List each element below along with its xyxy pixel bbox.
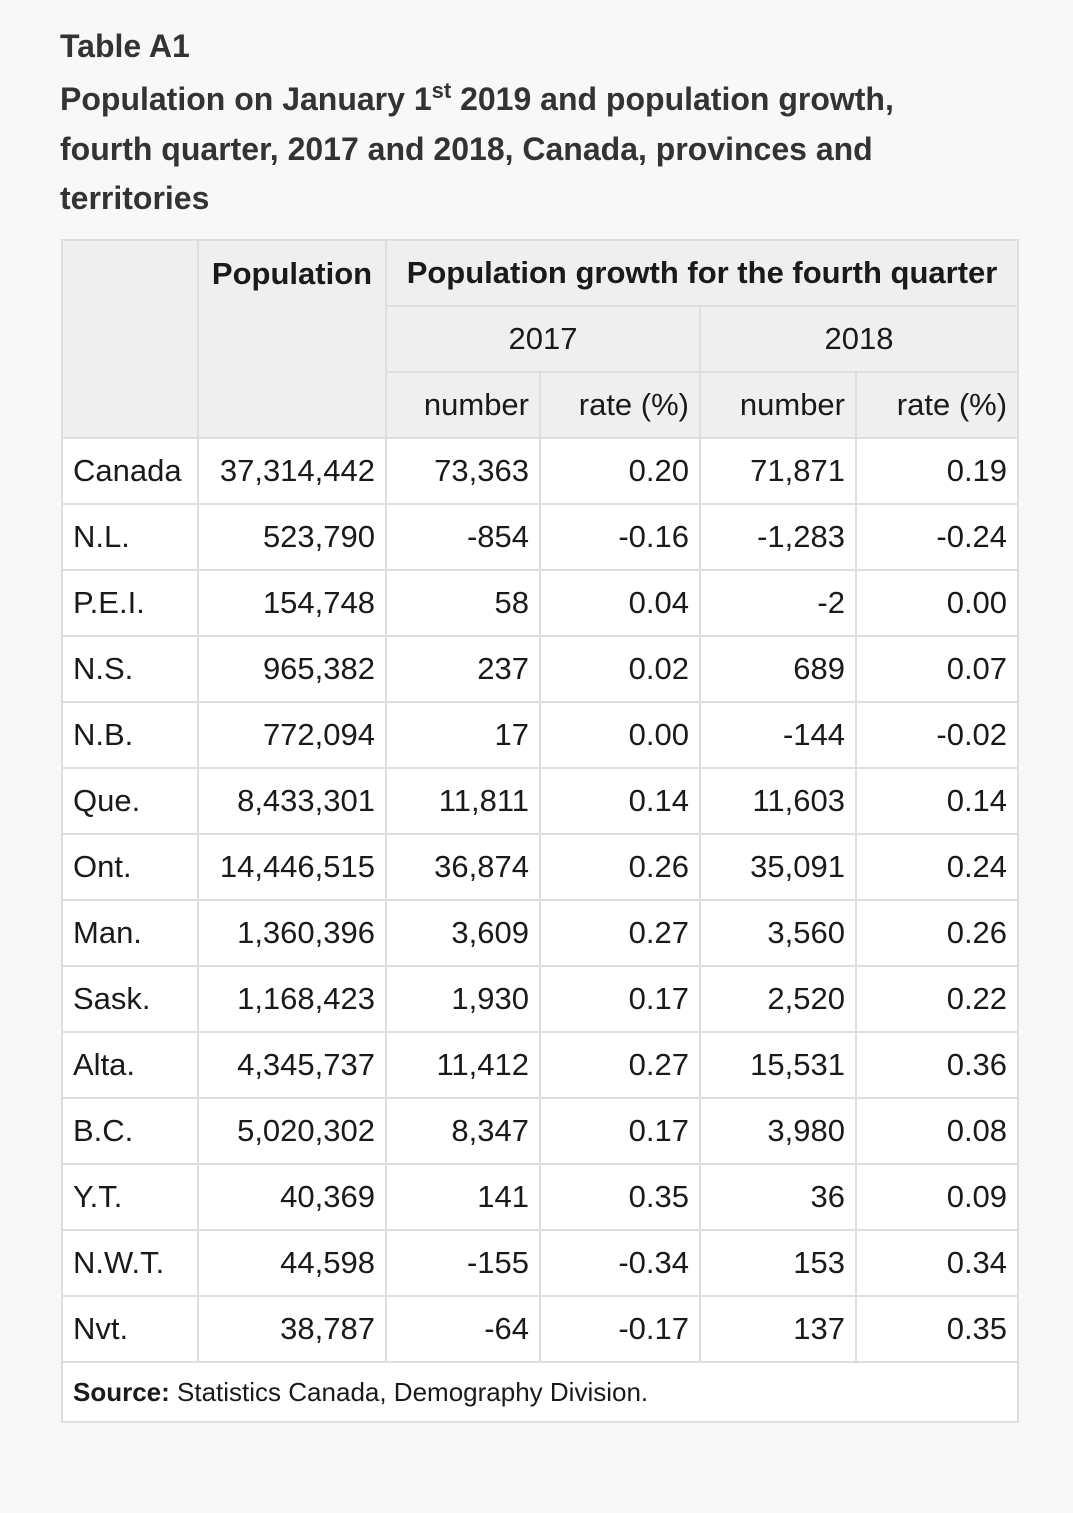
population-cell: 1,168,423 (198, 966, 386, 1032)
footer-row (62, 1362, 1018, 1422)
source-text: Statistics Canada, Demography Division. (169, 1376, 649, 1407)
rate-2017-cell: -0.16 (540, 504, 700, 570)
number-2018-cell: 2,520 (700, 966, 856, 1032)
number-2017-cell: 58 (386, 570, 540, 636)
number-2017-cell: -155 (386, 1230, 540, 1296)
rate-2017-cell: 0.14 (540, 768, 700, 834)
rate-2018-cell: 0.24 (856, 834, 1018, 900)
table-row (62, 570, 1018, 636)
number-2018-cell: 35,091 (700, 834, 856, 900)
header-row-1 (62, 240, 1018, 306)
number-2018-cell: 36 (700, 1164, 856, 1230)
population-cell: 772,094 (198, 702, 386, 768)
number-2018-cell: 689 (700, 636, 856, 702)
region-cell: N.B. (62, 702, 198, 768)
rate-2018-cell: 0.36 (856, 1032, 1018, 1098)
table-row (62, 1098, 1018, 1164)
population-cell: 40,369 (198, 1164, 386, 1230)
header-population: Population (198, 240, 386, 438)
table-row (62, 1164, 1018, 1230)
rate-2017-cell: 0.17 (540, 1098, 700, 1164)
header-corner (62, 240, 198, 438)
number-2017-cell: 141 (386, 1164, 540, 1230)
rate-2017-cell: 0.20 (540, 438, 700, 504)
table-title (60, 26, 1020, 224)
table-row (62, 900, 1018, 966)
region-cell: N.L. (62, 504, 198, 570)
title-line-1-start: Population on January 1 (60, 81, 432, 117)
header-rate-2017: rate (%) (540, 372, 700, 438)
rate-2017-cell: 0.00 (540, 702, 700, 768)
table-row (62, 1230, 1018, 1296)
region-cell: Ont. (62, 834, 198, 900)
rate-2017-cell: -0.34 (540, 1230, 700, 1296)
rate-2018-cell: 0.19 (856, 438, 1018, 504)
table-row (62, 702, 1018, 768)
number-2018-cell: 71,871 (700, 438, 856, 504)
number-2017-cell: 3,609 (386, 900, 540, 966)
rate-2017-cell: 0.02 (540, 636, 700, 702)
title-line-2: fourth quarter, 2017 and 2018, Canada, provinces and (60, 130, 873, 167)
number-2018-cell: 11,603 (700, 768, 856, 834)
rate-2018-cell: -0.24 (856, 504, 1018, 570)
title-line-1-end: 2019 and population growth, (451, 81, 894, 117)
rate-2018-cell: 0.00 (856, 570, 1018, 636)
population-cell: 14,446,515 (198, 834, 386, 900)
number-2017-cell: 11,412 (386, 1032, 540, 1098)
number-2017-cell: -854 (386, 504, 540, 570)
rate-2017-cell: -0.17 (540, 1296, 700, 1362)
table-label: Table A1 (60, 28, 190, 64)
rate-2018-cell: 0.07 (856, 636, 1018, 702)
number-2017-cell: 73,363 (386, 438, 540, 504)
rate-2018-cell: 0.26 (856, 900, 1018, 966)
number-2017-cell: 36,874 (386, 834, 540, 900)
table-row (62, 1296, 1018, 1362)
region-cell: Canada (62, 438, 198, 504)
rate-2017-cell: 0.27 (540, 1032, 700, 1098)
region-cell: N.W.T. (62, 1230, 198, 1296)
rate-2017-cell: 0.04 (540, 570, 700, 636)
population-cell: 965,382 (198, 636, 386, 702)
number-2017-cell: -64 (386, 1296, 540, 1362)
table-footer (62, 1362, 1018, 1422)
rate-2018-cell: 0.14 (856, 768, 1018, 834)
number-2017-cell: 11,811 (386, 768, 540, 834)
number-2018-cell: -144 (700, 702, 856, 768)
table-row (62, 966, 1018, 1032)
number-2018-cell: 3,560 (700, 900, 856, 966)
number-2017-cell: 237 (386, 636, 540, 702)
table-body (62, 438, 1018, 1362)
table-row (62, 834, 1018, 900)
number-2017-cell: 1,930 (386, 966, 540, 1032)
header-growth: Population growth for the fourth quarter (386, 240, 1018, 306)
header-number-2018: number (700, 372, 856, 438)
number-2017-cell: 17 (386, 702, 540, 768)
header-year-2018: 2018 (700, 306, 1018, 372)
number-2018-cell: 137 (700, 1296, 856, 1362)
number-2018-cell: 15,531 (700, 1032, 856, 1098)
region-cell: Man. (62, 900, 198, 966)
title-line-1 (60, 75, 1020, 125)
title-line-3: territories (60, 180, 210, 216)
table-row (62, 438, 1018, 504)
rate-2017-cell: 0.27 (540, 900, 700, 966)
population-cell: 8,433,301 (198, 768, 386, 834)
rate-2017-cell: 0.35 (540, 1164, 700, 1230)
title-superscript: st (431, 78, 452, 103)
population-cell: 37,314,442 (198, 438, 386, 504)
number-2018-cell: -1,283 (700, 504, 856, 570)
rate-2018-cell: 0.35 (856, 1296, 1018, 1362)
rate-2017-cell: 0.17 (540, 966, 700, 1032)
population-cell: 44,598 (198, 1230, 386, 1296)
region-cell: Y.T. (62, 1164, 198, 1230)
population-table (61, 239, 1019, 1423)
region-cell: Nvt. (62, 1296, 198, 1362)
number-2018-cell: 3,980 (700, 1098, 856, 1164)
source-note (62, 1362, 1018, 1422)
header-number-2017: number (386, 372, 540, 438)
region-cell: Que. (62, 768, 198, 834)
source-label: Source: (73, 1376, 170, 1407)
rate-2017-cell: 0.26 (540, 834, 700, 900)
population-cell: 5,020,302 (198, 1098, 386, 1164)
table-header (62, 240, 1018, 438)
rate-2018-cell: 0.09 (856, 1164, 1018, 1230)
number-2017-cell: 8,347 (386, 1098, 540, 1164)
number-2018-cell: -2 (700, 570, 856, 636)
table-row (62, 636, 1018, 702)
table-row (62, 504, 1018, 570)
population-cell: 4,345,737 (198, 1032, 386, 1098)
population-cell: 154,748 (198, 570, 386, 636)
rate-2018-cell: -0.02 (856, 702, 1018, 768)
header-year-2017: 2017 (386, 306, 700, 372)
population-cell: 1,360,396 (198, 900, 386, 966)
region-cell: N.S. (62, 636, 198, 702)
table-row (62, 1032, 1018, 1098)
header-rate-2018: rate (%) (856, 372, 1018, 438)
rate-2018-cell: 0.34 (856, 1230, 1018, 1296)
rate-2018-cell: 0.22 (856, 966, 1018, 1032)
region-cell: Alta. (62, 1032, 198, 1098)
population-cell: 523,790 (198, 504, 386, 570)
table-row (62, 768, 1018, 834)
region-cell: Sask. (62, 966, 198, 1032)
number-2018-cell: 153 (700, 1230, 856, 1296)
region-cell: P.E.I. (62, 570, 198, 636)
region-cell: B.C. (62, 1098, 198, 1164)
population-cell: 38,787 (198, 1296, 386, 1362)
rate-2018-cell: 0.08 (856, 1098, 1018, 1164)
